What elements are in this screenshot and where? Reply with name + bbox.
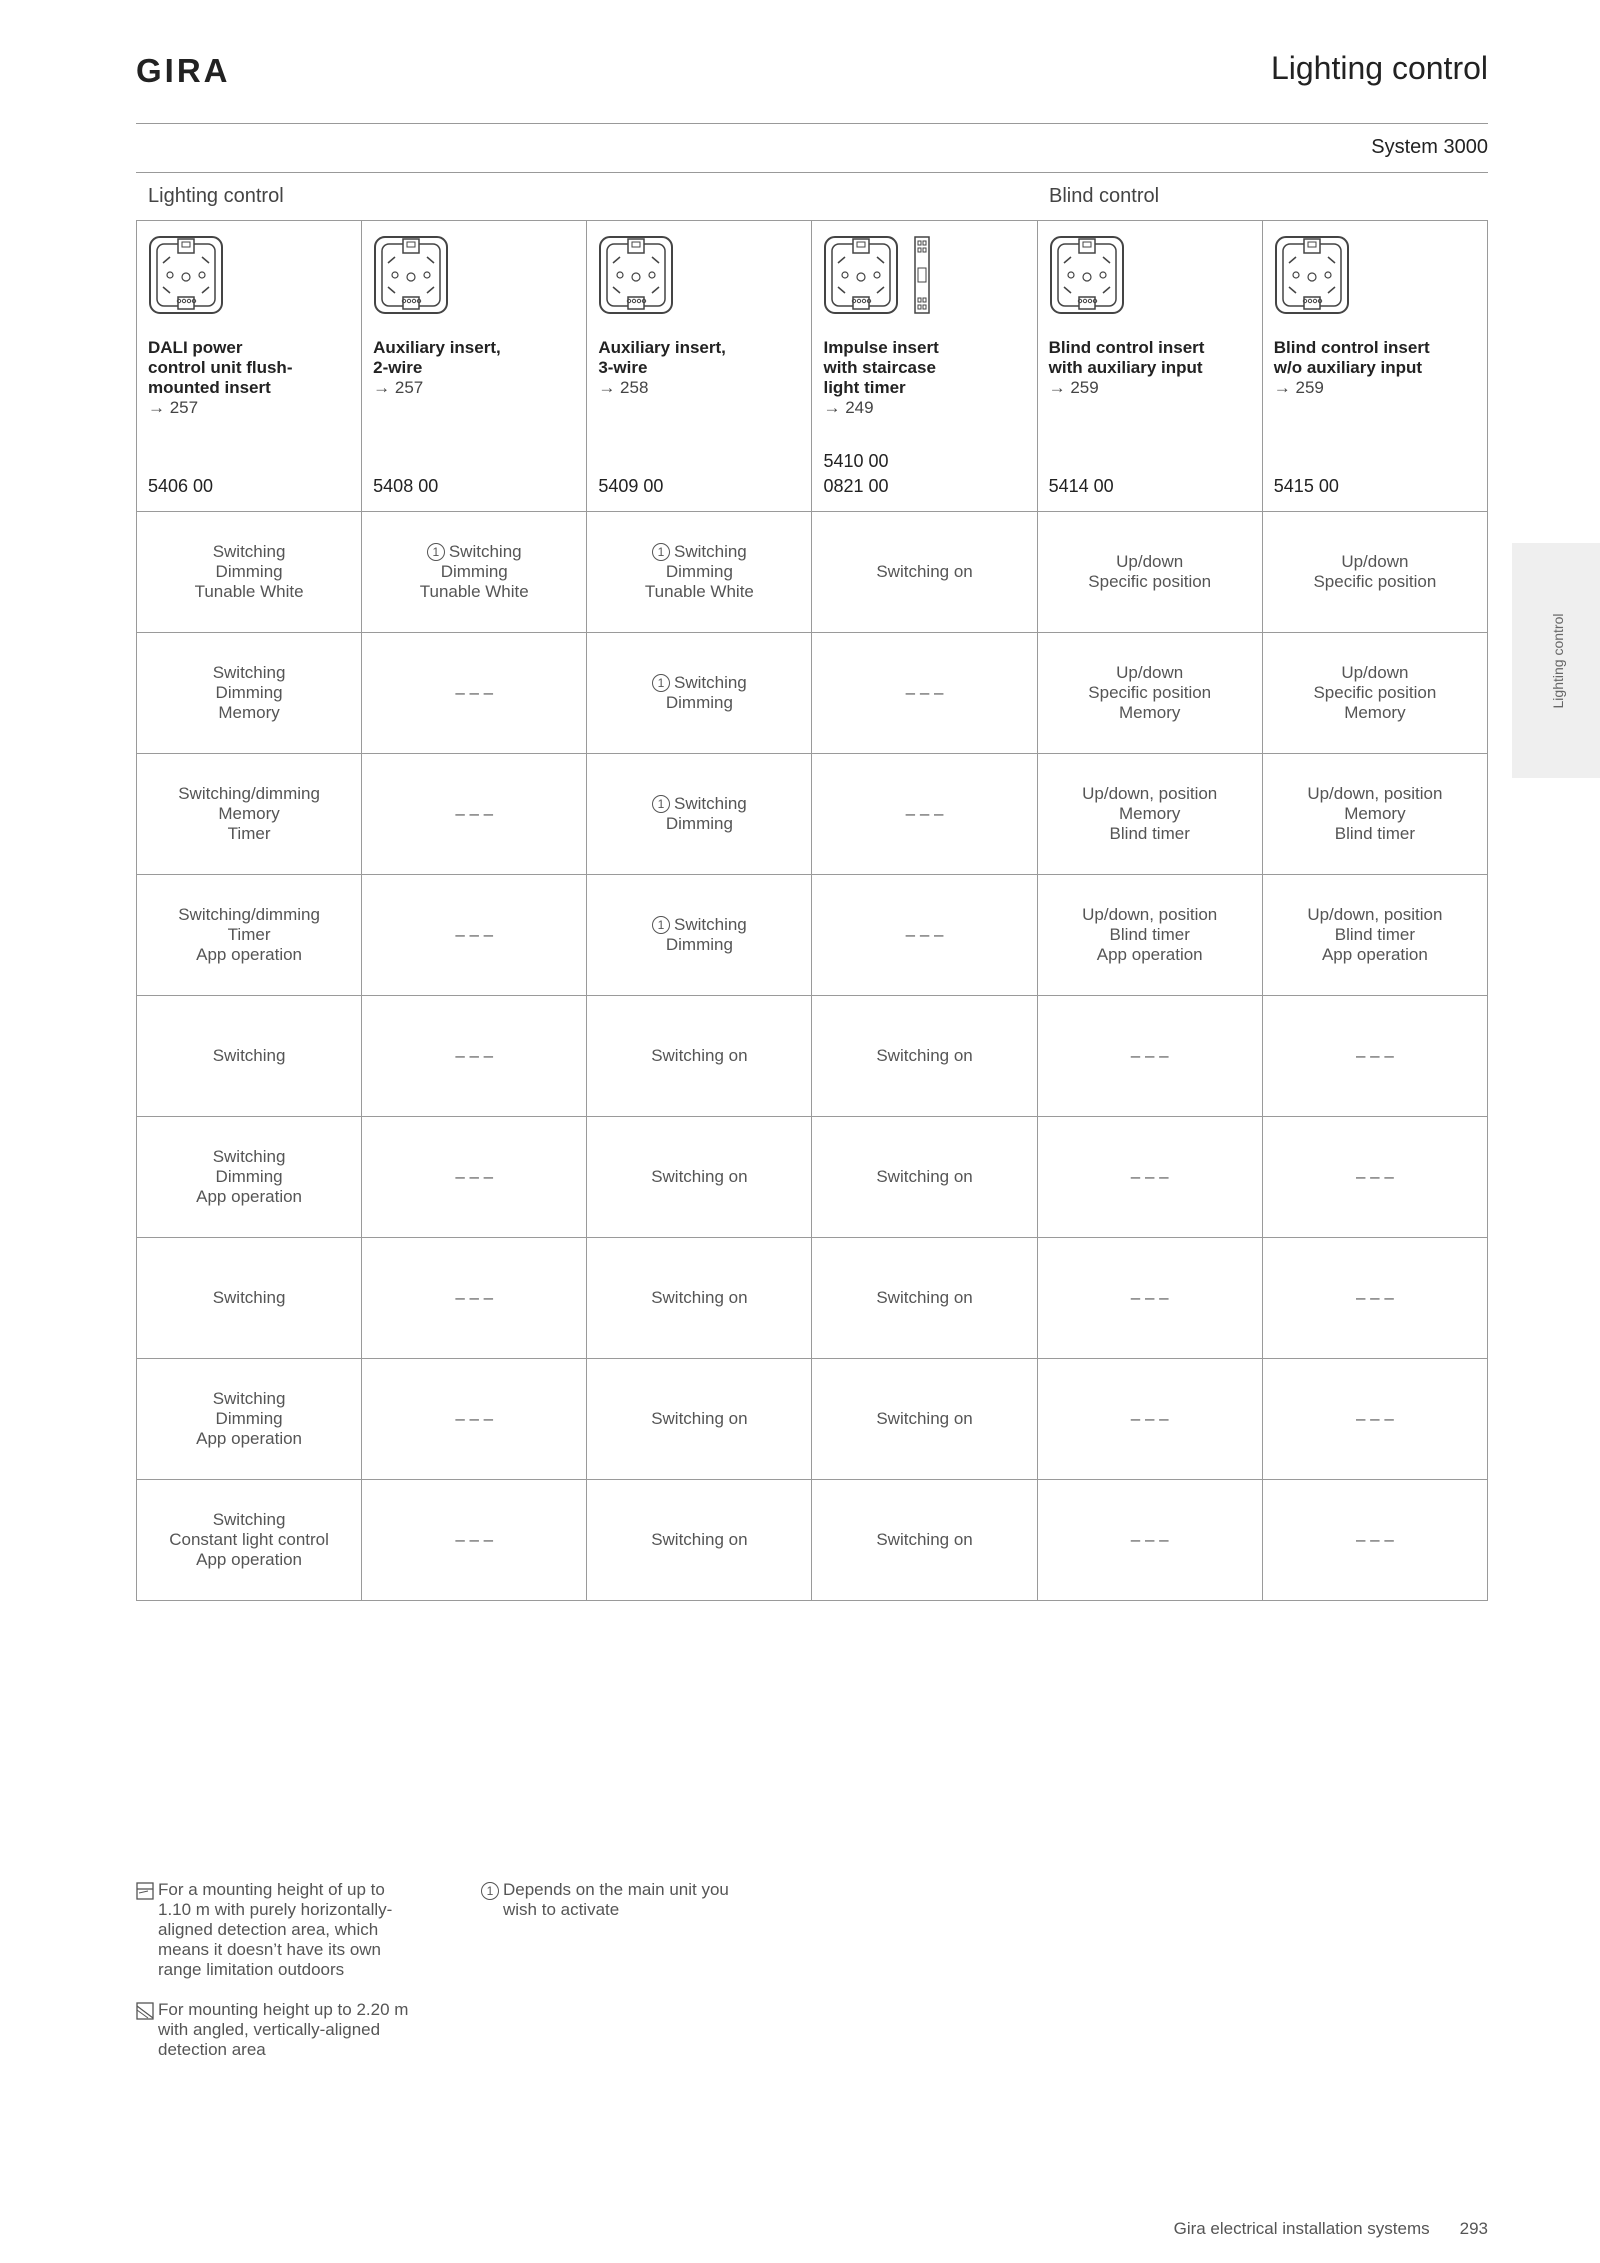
angled-detection-icon (136, 2002, 154, 2025)
din-rail-module-icon (913, 235, 931, 320)
table-cell (1262, 875, 1487, 996)
cell-text: – – – (1130, 1409, 1169, 1428)
cell-text: Up/down Specific position Memory (1313, 663, 1437, 722)
cell-text: – – – (1355, 1046, 1394, 1065)
cell-text: Switching Dimming Memory (212, 663, 286, 722)
cell-text: Up/down, position Blind timer App operation (1082, 905, 1218, 964)
cell-text: Switching Dimming (665, 915, 747, 954)
table-cell (362, 875, 587, 996)
table-cell (587, 1359, 812, 1480)
table-cell (137, 633, 362, 754)
product-page-ref[interactable]: → 258 (598, 378, 649, 397)
insert-icon (148, 235, 224, 320)
cell-text: Switching on (651, 1530, 748, 1549)
cell-text: Switching Dimming Tunable White (194, 542, 304, 601)
table-cell (812, 1117, 1037, 1238)
table-cell (1037, 754, 1262, 875)
table-cell (362, 754, 587, 875)
note-angled-text: For mounting height up to 2.20 m with angled, vertically-aligned detection area (158, 2000, 409, 2059)
table-cell (137, 875, 362, 996)
side-tab[interactable] (1512, 543, 1600, 778)
product-title: Auxiliary insert, 3-wire (598, 338, 726, 377)
group-label-blind: Blind control (1049, 185, 1160, 207)
cell-text: Switching on (651, 1046, 748, 1065)
side-tab-label: Lighting control (1550, 613, 1566, 708)
cell-text: – – – (1355, 1530, 1394, 1549)
table-row (137, 1117, 1488, 1238)
table-row (137, 512, 1488, 633)
group-label-lighting: Lighting control (148, 185, 284, 207)
cell-text: – – – (905, 925, 944, 944)
cell-text: Switching Dimming (665, 673, 747, 712)
table-cell (1037, 1480, 1262, 1601)
cell-text: – – – (905, 804, 944, 823)
table-cell (1262, 996, 1487, 1117)
table-cell (362, 1359, 587, 1480)
cell-text: – – – (455, 1530, 494, 1549)
brand-logo: GIRA (136, 52, 231, 89)
table-cell (1037, 512, 1262, 633)
table-cell (587, 996, 812, 1117)
table-cell (587, 1117, 812, 1238)
marker-symbol: 1 (481, 1882, 499, 1900)
cell-text: Switching (212, 1046, 286, 1065)
cell-text: – – – (455, 683, 494, 702)
product-table (136, 220, 1488, 1601)
table-cell (587, 875, 812, 996)
cell-text: Switching on (876, 1409, 973, 1428)
table-cell (1262, 1480, 1487, 1601)
cell-text: – – – (455, 804, 494, 823)
table-cell (1262, 1117, 1487, 1238)
product-page-ref[interactable]: → 259 (1048, 378, 1099, 397)
page-title: Lighting control (1270, 50, 1488, 86)
table-cell (812, 1238, 1037, 1359)
product-title: Auxiliary insert, 2-wire (373, 338, 501, 377)
table-cell (362, 633, 587, 754)
cell-text: – – – (1355, 1409, 1394, 1428)
system-rule (136, 172, 1488, 173)
cell-text: Up/down Specific position Memory (1088, 663, 1212, 722)
insert-icon (823, 235, 899, 320)
table-cell (1037, 875, 1262, 996)
table-cell (812, 512, 1037, 633)
footer (1174, 2219, 1488, 2239)
table-row (137, 633, 1488, 754)
table-row (137, 996, 1488, 1117)
cell-text: – – – (1130, 1530, 1169, 1549)
product-title: Blind control insert w/o auxiliary input (1273, 338, 1430, 377)
cell-text: Up/down, position Memory Blind timer (1307, 784, 1443, 843)
cell-text: Up/down, position Memory Blind timer (1082, 784, 1218, 843)
product-page-ref[interactable]: → 257 (148, 398, 199, 417)
product-cell (587, 221, 812, 512)
cell-text: Up/down, position Blind timer App operation (1307, 905, 1443, 964)
marker-symbol: 1 (652, 795, 670, 813)
table-cell (812, 1480, 1037, 1601)
table-cell (1037, 633, 1262, 754)
cell-text: – – – (455, 1288, 494, 1307)
product-code: 5410 00 0821 00 (823, 451, 889, 496)
table-cell (812, 996, 1037, 1117)
cell-text: – – – (1355, 1288, 1394, 1307)
note-horizontal (136, 1880, 456, 1980)
table-cell (137, 996, 362, 1117)
table-cell (1037, 996, 1262, 1117)
table-row (137, 1480, 1488, 1601)
table-cell (812, 633, 1037, 754)
note-horizontal-text: For a mounting height of up to 1.10 m with purely horizontally- aligned detection area, which means it doesn’t have its own range limitation outdoors (158, 1880, 393, 1979)
product-cell (1037, 221, 1262, 512)
product-title: Blind control insert with auxiliary input (1048, 338, 1205, 377)
table-cell (362, 1117, 587, 1238)
table-cell (587, 512, 812, 633)
cell-text: – – – (455, 1409, 494, 1428)
cell-text: Switching on (651, 1167, 748, 1186)
table-cell (812, 875, 1037, 996)
product-cell (812, 221, 1037, 512)
cell-text: Switching Dimming (665, 794, 747, 833)
product-code: 5415 00 (1273, 476, 1339, 496)
table-cell (812, 1359, 1037, 1480)
marker-symbol: 1 (652, 543, 670, 561)
table-row (137, 754, 1488, 875)
cell-text: – – – (455, 925, 494, 944)
product-cell (137, 221, 362, 512)
table-cell (137, 754, 362, 875)
table-cell (362, 996, 587, 1117)
cell-text: – – – (1130, 1288, 1169, 1307)
cell-text: Up/down Specific position (1313, 552, 1437, 591)
product-code: 5408 00 (373, 476, 439, 496)
note-marker-text: Depends on the main unit you wish to activate (503, 1880, 729, 1919)
marker-symbol: 1 (427, 543, 445, 561)
product-page-ref[interactable]: → 257 (373, 378, 424, 397)
table-cell (1262, 633, 1487, 754)
table-cell (1037, 1117, 1262, 1238)
cell-text: Switching Dimming Tunable White (419, 542, 529, 601)
cell-text: Switching on (651, 1288, 748, 1307)
cell-text: Switching Dimming App operation (196, 1147, 303, 1206)
product-page-ref[interactable]: → 259 (1273, 378, 1324, 397)
footer-text: Gira electrical installation systems (1173, 2219, 1430, 2238)
product-code: 5409 00 (598, 476, 664, 496)
table-cell (362, 1480, 587, 1601)
table-cell (587, 1480, 812, 1601)
table-cell (362, 512, 587, 633)
product-cell (1262, 221, 1487, 512)
cell-text: – – – (1355, 1167, 1394, 1186)
table-row (137, 875, 1488, 996)
table-cell (812, 754, 1037, 875)
cell-text: Up/down Specific position (1088, 552, 1212, 591)
cell-text: Switching Dimming App operation (196, 1389, 303, 1448)
cell-text: – – – (1130, 1167, 1169, 1186)
page-number: 293 (1459, 2219, 1488, 2238)
product-page-ref[interactable]: → 249 (823, 398, 874, 417)
product-cell (362, 221, 587, 512)
product-code: 5406 00 (148, 476, 214, 496)
product-title: Impulse insert with staircase light timer (823, 338, 939, 397)
table-cell (587, 633, 812, 754)
table-cell (137, 1117, 362, 1238)
insert-icon (598, 235, 674, 320)
horizontal-detection-icon (136, 1882, 154, 1905)
cell-text: Switching Constant light control App operation (169, 1510, 329, 1569)
note-marker (481, 1880, 781, 1920)
table-cell (137, 1238, 362, 1359)
note-angled (136, 2000, 456, 2060)
table-cell (362, 1238, 587, 1359)
cell-text: Switching on (876, 562, 973, 581)
insert-icon (1049, 235, 1125, 320)
table-cell (1262, 754, 1487, 875)
cell-text: Switching on (876, 1288, 973, 1307)
table-row (137, 1238, 1488, 1359)
insert-icon (1274, 235, 1350, 320)
table-row (137, 1359, 1488, 1480)
table-cell (1037, 1359, 1262, 1480)
table-cell (137, 1480, 362, 1601)
cell-text: – – – (455, 1046, 494, 1065)
product-title: DALI power control unit flush- mounted insert (148, 338, 293, 397)
table-cell (1262, 1238, 1487, 1359)
cell-text: – – – (455, 1167, 494, 1186)
cell-text: – – – (1130, 1046, 1169, 1065)
table-cell (1262, 1359, 1487, 1480)
marker-symbol: 1 (652, 916, 670, 934)
cell-text: – – – (905, 683, 944, 702)
header-rule (136, 123, 1488, 124)
system-label: System 3000 (1371, 136, 1488, 158)
cell-text: Switching (212, 1288, 286, 1307)
table-cell (137, 1359, 362, 1480)
cell-text: Switching/dimming Timer App operation (178, 905, 320, 964)
table-cell (587, 754, 812, 875)
cell-text: Switching/dimming Memory Timer (178, 784, 320, 843)
table-cell (1037, 1238, 1262, 1359)
cell-text: Switching on (876, 1046, 973, 1065)
cell-text: Switching Dimming Tunable White (644, 542, 754, 601)
cell-text: Switching on (651, 1409, 748, 1428)
cell-text: Switching on (876, 1167, 973, 1186)
cell-text: Switching on (876, 1530, 973, 1549)
table-cell (1262, 512, 1487, 633)
marker-symbol: 1 (652, 674, 670, 692)
insert-icon (373, 235, 449, 320)
table-cell (587, 1238, 812, 1359)
product-code: 5414 00 (1048, 476, 1114, 496)
table-cell (137, 512, 362, 633)
